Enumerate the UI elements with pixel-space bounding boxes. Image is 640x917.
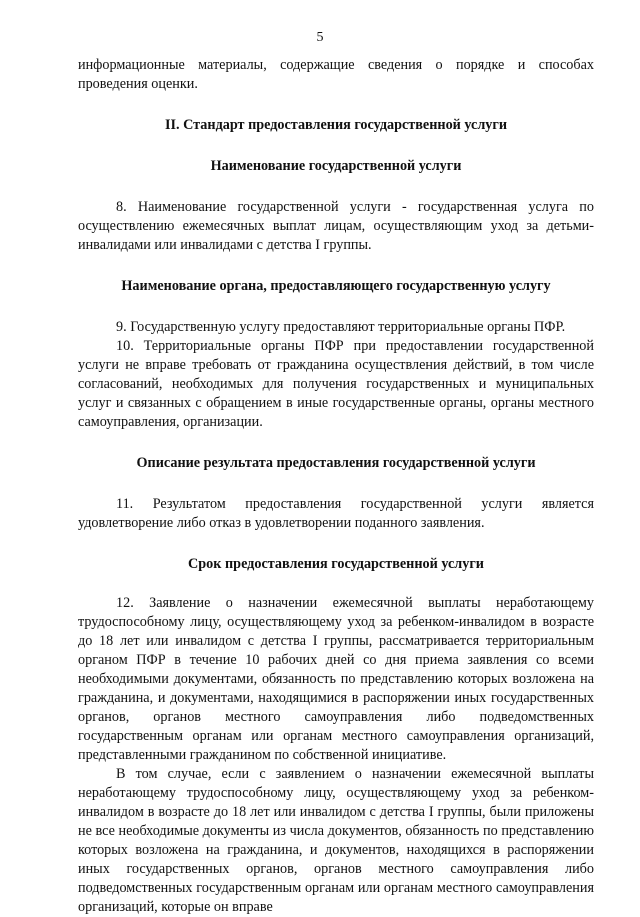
document-body (78, 56, 594, 917)
subheading-service-term: Срок предоставления государственной услуги (188, 556, 484, 572)
section-heading-standard: II. Стандарт предоставления государственной услуги (164, 117, 508, 133)
subheading-service-name: Наименование государственной услуги (210, 158, 462, 174)
page-number: 5 (316, 30, 324, 45)
paragraph-11: 11. Результатом предоставления государственной услуги является удовлетворение либо отказ в удовлетворении поданного заявления. (78, 496, 594, 531)
paragraph-intro-continuation: информационные материалы, содержащие сведения о порядке и способах проведения оценки. (78, 57, 594, 92)
paragraph-12-continuation: В том случае, если с заявлением о назначении ежемесячной выплаты неработающему трудоспособному лицу, осуществляющему уход за ребенком-инвалидом в возрасте до 18 лет или инвалидом с детства I группы, были приложены не все необходимые документы из числа документов, обязанность по представлению которых возложена на гражданина, и документов, находящихся в распоряжении иных государственных органов, органов местного самоуправления либо подведомственных государственным органам или органам местного самоуправления организаций, которые он вправе (78, 766, 594, 915)
paragraph-12: 12. Заявление о назначении ежемесячной выплаты неработающему трудоспособному лицу, осуществляющему уход за ребенком-инвалидом в возрасте до 18 лет или инвалидом с детства I группы, рассматривается территориальным органом ПФР в течение 10 рабочих дней со дня приема заявления со всеми необходимыми документами, обязанность по представлению которых возложена на гражданина, и документами, находящимися в распоряжении иных государственных органов, органов местного самоуправления либо подведомственных государственным органам или органам местного самоуправления организаций, представленными гражданином по собственной инициативе. (78, 595, 594, 763)
subheading-providing-body: Наименование органа, предоставляющего государственную услугу (121, 278, 551, 294)
paragraph-10: 10. Территориальные органы ПФР при предоставлении государственной услуги не вправе требовать от гражданина осуществления действий, в том числе согласований, необходимых для получения государственных и муниципальных услуг и связанных с обращением в иные государственные органы, органы местного самоуправления, организации. (78, 338, 594, 430)
paragraph-9: 9. Государственную услугу предоставляют территориальные органы ПФР. (116, 319, 566, 335)
paragraph-8: 8. Наименование государственной услуги - государственная услуга по осуществлению ежемесячных выплат лицам, осуществляющим уход за детьми-инвалидами или инвалидами с детства I группы. (78, 199, 594, 253)
subheading-result-description: Описание результата предоставления государственной услуги (136, 455, 536, 471)
